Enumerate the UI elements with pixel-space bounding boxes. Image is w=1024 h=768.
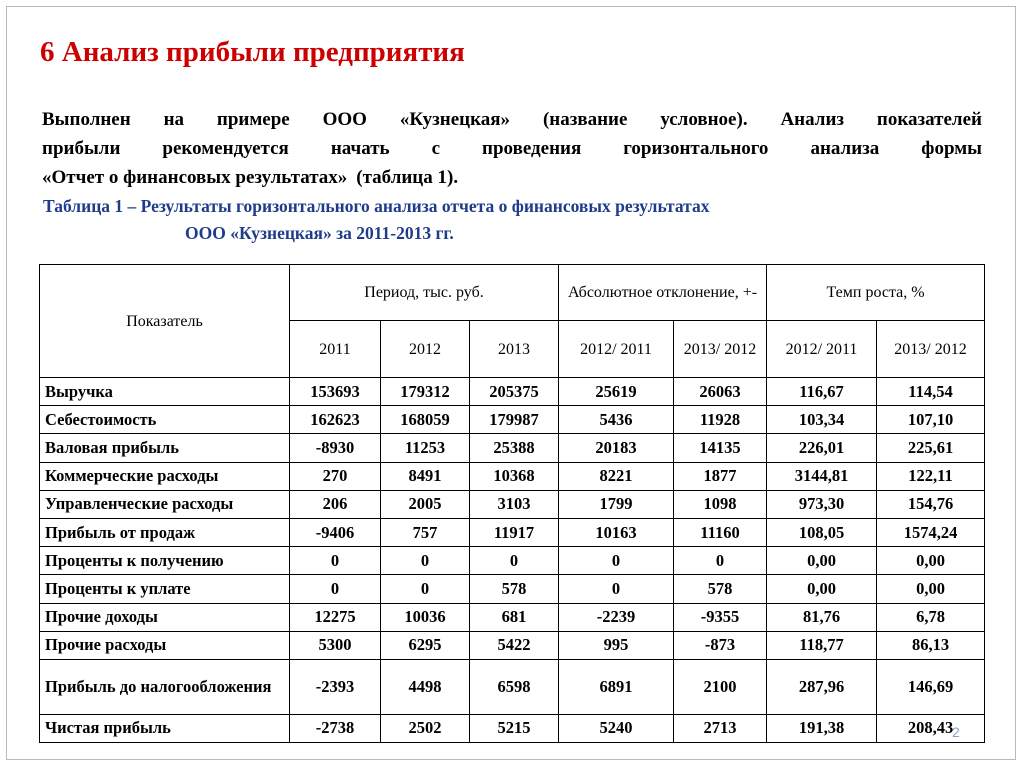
subheader-cell: 2012 — [381, 321, 470, 378]
table-caption-line: ООО «Кузнецкая» за 2011-2013 гг. — [185, 223, 454, 243]
table-row — [40, 575, 985, 603]
table-cell: 26063 — [674, 378, 767, 406]
table-cell: 5436 — [559, 406, 674, 434]
intro-line — [42, 105, 982, 134]
table-cell: 973,30 — [767, 490, 877, 518]
row-label: Проценты к уплате — [40, 575, 290, 603]
table-row — [40, 631, 985, 659]
table-header-row — [40, 265, 985, 321]
table-cell: 11160 — [674, 518, 767, 546]
slide-title: 6 Анализ прибыли предприятия — [40, 36, 465, 68]
table-cell: 10036 — [381, 603, 470, 631]
intro-line — [42, 163, 982, 192]
table-cell: 2005 — [381, 490, 470, 518]
table-cell: 122,11 — [877, 462, 985, 490]
table-row — [40, 659, 985, 714]
table-cell: 0 — [559, 575, 674, 603]
header-indicator: Показатель — [40, 265, 290, 378]
table-cell: 191,38 — [767, 714, 877, 742]
intro-word: проведения — [482, 138, 582, 159]
table-cell: 1574,24 — [877, 518, 985, 546]
row-label: Проценты к получению — [40, 547, 290, 575]
intro-word: «Кузнецкая» — [399, 109, 511, 130]
table-cell: 2100 — [674, 659, 767, 714]
table-cell: 270 — [290, 462, 381, 490]
table-cell: 205375 — [470, 378, 559, 406]
subheader-cell: 2013/ 2012 — [674, 321, 767, 378]
table-cell: 757 — [381, 518, 470, 546]
table-cell: 103,34 — [767, 406, 877, 434]
table-row — [40, 603, 985, 631]
table-cell: 0 — [470, 547, 559, 575]
table-cell: 114,54 — [877, 378, 985, 406]
intro-paragraph — [42, 105, 982, 192]
table-cell: -8930 — [290, 434, 381, 462]
intro-word: прибыли — [42, 138, 121, 159]
table-cell: 6598 — [470, 659, 559, 714]
intro-word: горизонтального — [623, 138, 769, 159]
table-cell: 0 — [290, 547, 381, 575]
row-label: Валовая прибыль — [40, 434, 290, 462]
header-abs-dev: Абсолютное отклонение, +- — [559, 265, 767, 321]
table-cell: -2239 — [559, 603, 674, 631]
table-cell: 179312 — [381, 378, 470, 406]
table-cell: 3103 — [470, 490, 559, 518]
table-cell: 86,13 — [877, 631, 985, 659]
table-row — [40, 462, 985, 490]
header-growth: Темп роста, % — [767, 265, 985, 321]
table-row — [40, 714, 985, 742]
table-cell: 0 — [559, 547, 674, 575]
table-cell: 226,01 — [767, 434, 877, 462]
table-cell: 25619 — [559, 378, 674, 406]
table-cell: 2502 — [381, 714, 470, 742]
row-label: Прибыль от продаж — [40, 518, 290, 546]
subheader-cell: 2013/ 2012 — [877, 321, 985, 378]
table-cell: 162623 — [290, 406, 381, 434]
table-cell: 578 — [674, 575, 767, 603]
table-cell: 81,76 — [767, 603, 877, 631]
row-label: Прочие доходы — [40, 603, 290, 631]
table-cell: 118,77 — [767, 631, 877, 659]
row-label: Управленческие расходы — [40, 490, 290, 518]
table-cell: 578 — [470, 575, 559, 603]
table-caption-line: Таблица 1 – Результаты горизонтального анализа отчета о финансовых результатах — [43, 196, 710, 216]
table-cell: 12275 — [290, 603, 381, 631]
table-cell: 4498 — [381, 659, 470, 714]
table-cell: 153693 — [290, 378, 381, 406]
table-cell: 6891 — [559, 659, 674, 714]
intro-word: начать — [330, 138, 390, 159]
table-cell: 10368 — [470, 462, 559, 490]
intro-word: формы — [921, 138, 982, 159]
table-cell: 179987 — [470, 406, 559, 434]
table-cell: 1799 — [559, 490, 674, 518]
intro-word: анализа — [810, 138, 880, 159]
table-row — [40, 490, 985, 518]
row-label: Чистая прибыль — [40, 714, 290, 742]
table-cell: 108,05 — [767, 518, 877, 546]
table-cell: 11917 — [470, 518, 559, 546]
intro-word: (таблица 1). — [356, 167, 459, 188]
table-cell: -2738 — [290, 714, 381, 742]
table-cell: 2713 — [674, 714, 767, 742]
table-cell: 287,96 — [767, 659, 877, 714]
intro-line — [42, 134, 982, 163]
intro-word: Выполнен — [42, 109, 131, 130]
table-body — [40, 378, 985, 743]
table-cell: 14135 — [674, 434, 767, 462]
table-cell: 11253 — [381, 434, 470, 462]
table-cell: -873 — [674, 631, 767, 659]
table-cell: 5240 — [559, 714, 674, 742]
table-cell: 116,67 — [767, 378, 877, 406]
table-cell: 107,10 — [877, 406, 985, 434]
table-cell: 0,00 — [767, 575, 877, 603]
table-cell: 6295 — [381, 631, 470, 659]
row-label: Прибыль до налогообложения — [40, 659, 290, 714]
table-cell: 0 — [381, 547, 470, 575]
table-row — [40, 547, 985, 575]
intro-word: «Отчет о финансовых результатах» — [42, 167, 348, 188]
intro-word: Анализ — [780, 109, 845, 130]
table-row — [40, 434, 985, 462]
table-row — [40, 518, 985, 546]
table-caption — [43, 193, 709, 247]
table-cell: 20183 — [559, 434, 674, 462]
subheader-cell: 2012/ 2011 — [767, 321, 877, 378]
page-number: 2 — [952, 724, 960, 740]
table-cell: 11928 — [674, 406, 767, 434]
intro-word: с — [431, 138, 441, 159]
table-cell: 208,43 — [877, 714, 985, 742]
intro-word: ООО — [322, 109, 367, 130]
table-cell: 25388 — [470, 434, 559, 462]
table-cell: 3144,81 — [767, 462, 877, 490]
table-cell: 168059 — [381, 406, 470, 434]
intro-word: на — [163, 109, 185, 130]
table-row — [40, 378, 985, 406]
header-period: Период, тыс. руб. — [290, 265, 559, 321]
table-cell: 681 — [470, 603, 559, 631]
intro-word: условное). — [660, 109, 748, 130]
table-cell: 225,61 — [877, 434, 985, 462]
table-cell: 146,69 — [877, 659, 985, 714]
subheader-cell: 2011 — [290, 321, 381, 378]
table-cell: 0,00 — [877, 547, 985, 575]
row-label: Коммерческие расходы — [40, 462, 290, 490]
table-cell: 0 — [290, 575, 381, 603]
table-cell: -2393 — [290, 659, 381, 714]
intro-word: (название — [542, 109, 628, 130]
subheader-cell: 2012/ 2011 — [559, 321, 674, 378]
table-cell: 6,78 — [877, 603, 985, 631]
intro-word: показателей — [876, 109, 982, 130]
table-cell: 0,00 — [877, 575, 985, 603]
subheader-cell: 2013 — [470, 321, 559, 378]
table-cell: 8491 — [381, 462, 470, 490]
row-label: Прочие расходы — [40, 631, 290, 659]
table-cell: 0 — [674, 547, 767, 575]
row-label: Себестоимость — [40, 406, 290, 434]
table-cell: 995 — [559, 631, 674, 659]
table-cell: 1877 — [674, 462, 767, 490]
table-cell: 0,00 — [767, 547, 877, 575]
table-cell: 5300 — [290, 631, 381, 659]
results-table — [39, 264, 985, 743]
table-cell: -9355 — [674, 603, 767, 631]
row-label: Выручка — [40, 378, 290, 406]
table-cell: 1098 — [674, 490, 767, 518]
table-cell: 154,76 — [877, 490, 985, 518]
table-cell: 0 — [381, 575, 470, 603]
table-cell: 5422 — [470, 631, 559, 659]
intro-word: рекомендуется — [162, 138, 289, 159]
table-cell: -9406 — [290, 518, 381, 546]
table-cell: 206 — [290, 490, 381, 518]
table-cell: 10163 — [559, 518, 674, 546]
table-cell: 8221 — [559, 462, 674, 490]
table-cell: 5215 — [470, 714, 559, 742]
intro-word: примере — [216, 109, 290, 130]
table-row — [40, 406, 985, 434]
